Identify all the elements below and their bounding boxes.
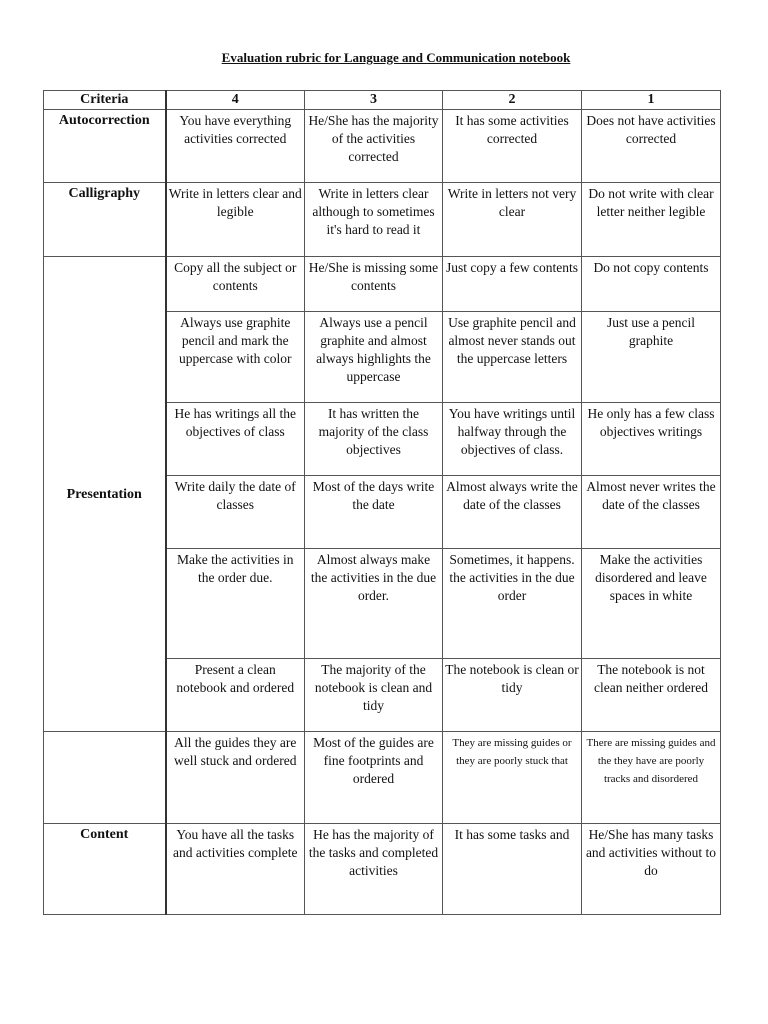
rubric-cell: It has some tasks and bbox=[443, 824, 582, 915]
header-score-1: 1 bbox=[582, 91, 721, 110]
rubric-cell: He only has a few class objectives writings bbox=[582, 403, 721, 476]
rubric-cell: Do not write with clear letter neither legible bbox=[582, 183, 721, 257]
rubric-cell: The majority of the notebook is clean and tidy bbox=[305, 659, 443, 732]
rubric-cell: Do not copy contents bbox=[582, 257, 721, 312]
rubric-cell: It has some activities corrected bbox=[443, 110, 582, 183]
header-score-2: 2 bbox=[443, 91, 582, 110]
rubric-cell: Write in letters clear and legible bbox=[166, 183, 305, 257]
rubric-cell: Use graphite pencil and almost never stands out the uppercase letters bbox=[443, 312, 582, 403]
rubric-cell: All the guides they are well stuck and ordered bbox=[166, 732, 305, 824]
rubric-cell: He/She has many tasks and activities without to do bbox=[582, 824, 721, 915]
rubric-cell: It has written the majority of the class objectives bbox=[305, 403, 443, 476]
criterion-label: Presentation bbox=[44, 257, 166, 732]
header-row bbox=[44, 91, 721, 110]
rubric-cell: Most of the guides are fine footprints and ordered bbox=[305, 732, 443, 824]
rubric-cell: Always use a pencil graphite and almost always highlights the uppercase bbox=[305, 312, 443, 403]
rubric-cell: Make the activities disordered and leave spaces in white bbox=[582, 549, 721, 659]
rubric-cell: Sometimes, it happens. the activities in the due order bbox=[443, 549, 582, 659]
rubric-cell: Write daily the date of classes bbox=[166, 476, 305, 549]
rubric-cell: Write in letters clear although to sometimes it's hard to read it bbox=[305, 183, 443, 257]
rubric-table bbox=[43, 90, 721, 915]
rubric-cell: Present a clean notebook and ordered bbox=[166, 659, 305, 732]
header-score-4: 4 bbox=[166, 91, 305, 110]
table-row bbox=[44, 183, 721, 257]
criterion-label: Autocorrection bbox=[44, 110, 166, 183]
table-row bbox=[44, 732, 721, 824]
criterion-label bbox=[44, 732, 166, 824]
rubric-cell: Just copy a few contents bbox=[443, 257, 582, 312]
rubric-cell: Always use graphite pencil and mark the uppercase with color bbox=[166, 312, 305, 403]
rubric-cell: The notebook is not clean neither ordered bbox=[582, 659, 721, 732]
header-score-3: 3 bbox=[305, 91, 443, 110]
rubric-cell: Make the activities in the order due. bbox=[166, 549, 305, 659]
header-criteria: Criteria bbox=[44, 91, 166, 110]
rubric-cell: Just use a pencil graphite bbox=[582, 312, 721, 403]
rubric-cell: He/She has the majority of the activities corrected bbox=[305, 110, 443, 183]
rubric-cell: Most of the days write the date bbox=[305, 476, 443, 549]
criterion-label: Content bbox=[44, 824, 166, 915]
rubric-cell: They are missing guides or they are poorly stuck that bbox=[443, 732, 582, 824]
rubric-cell: He has writings all the objectives of class bbox=[166, 403, 305, 476]
criterion-label: Calligraphy bbox=[44, 183, 166, 257]
rubric-cell: Write in letters not very clear bbox=[443, 183, 582, 257]
rubric-cell: Does not have activities corrected bbox=[582, 110, 721, 183]
rubric-cell: You have all the tasks and activities complete bbox=[166, 824, 305, 915]
rubric-cell: Almost never writes the date of the classes bbox=[582, 476, 721, 549]
table-row bbox=[44, 110, 721, 183]
rubric-cell: He has the majority of the tasks and completed activities bbox=[305, 824, 443, 915]
rubric-cell: You have everything activities corrected bbox=[166, 110, 305, 183]
rubric-cell: Almost always make the activities in the due order. bbox=[305, 549, 443, 659]
rubric-cell: He/She is missing some contents bbox=[305, 257, 443, 312]
page-title: Evaluation rubric for Language and Communication notebook bbox=[221, 50, 571, 65]
rubric-cell: Copy all the subject or contents bbox=[166, 257, 305, 312]
table-row bbox=[44, 257, 721, 312]
rubric-cell: Almost always write the date of the classes bbox=[443, 476, 582, 549]
rubric-cell: You have writings until halfway through the objectives of class. bbox=[443, 403, 582, 476]
rubric-cell: There are missing guides and the they have are poorly tracks and disordered bbox=[582, 732, 721, 824]
rubric-cell: The notebook is clean or tidy bbox=[443, 659, 582, 732]
table-row bbox=[44, 824, 721, 915]
